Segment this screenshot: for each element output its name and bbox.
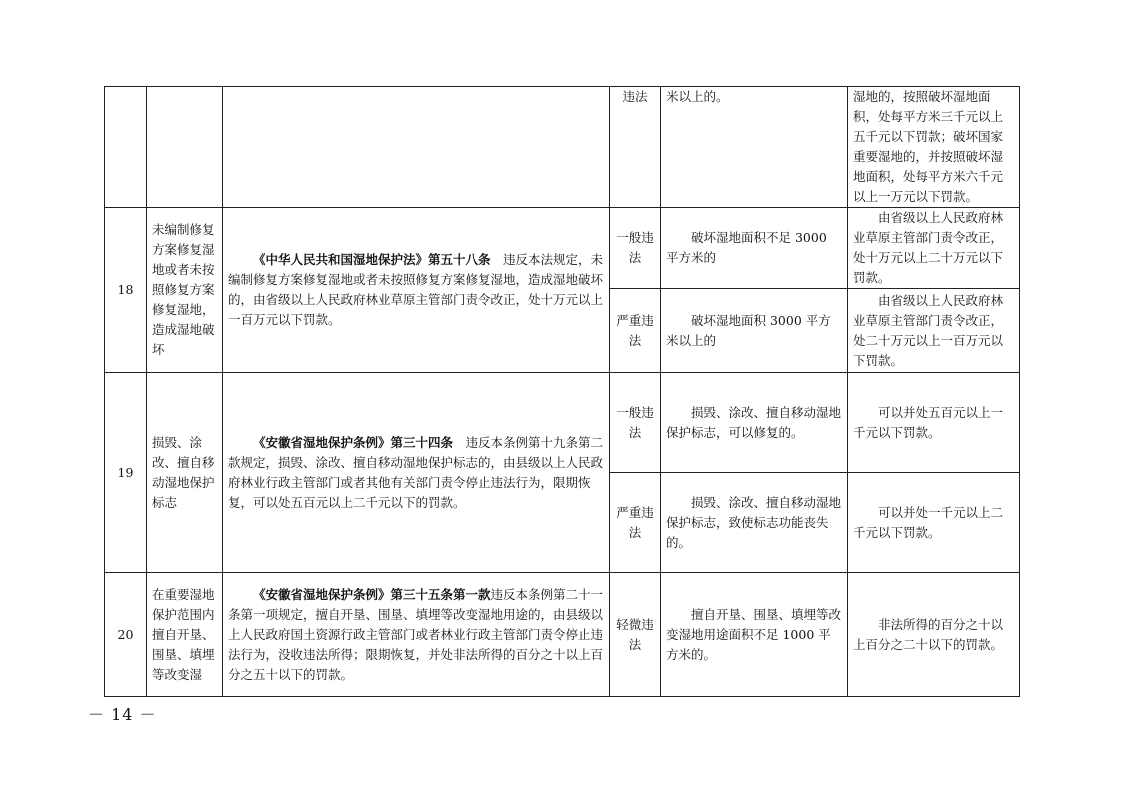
- violation-level: 一般违法: [610, 373, 661, 473]
- violation-level: 严重违法: [610, 289, 661, 373]
- circumstance-cell: 损毁、涂改、擅自移动湿地保护标志，致使标志功能丧失的。: [661, 473, 848, 573]
- circumstance-cell: 破坏湿地面积 3000 平方米以上的: [661, 289, 848, 373]
- row-number: 20: [105, 573, 147, 697]
- table-row: [105, 87, 1020, 208]
- violation-level: 轻微违法: [610, 573, 661, 697]
- legal-basis-text: 违反本法规定，未编制修复方案修复湿地或者未按照修复方案修复湿地，造成湿地破坏的，由省级以上人民政府林业草原主管部门责令改正，处十万元以上一百万元以下罚款。: [228, 252, 604, 327]
- legal-basis-cell: [223, 373, 610, 573]
- legal-basis-law: 《安徽省湿地保护条例》第三十四条: [253, 434, 454, 450]
- row-number: [105, 87, 147, 208]
- table-row: [105, 373, 1020, 473]
- legal-basis-cell: [223, 208, 610, 373]
- row-number: 18: [105, 208, 147, 373]
- violation-cell: 未编制修复方案修复湿地或者未按照修复方案修复湿地，造成湿地破坏: [147, 208, 223, 373]
- penalty-cell: 可以并处五百元以上一千元以下罚款。: [848, 373, 1020, 473]
- table-row: [105, 208, 1020, 289]
- legal-basis-law: 《安徽省湿地保护条例》第三十五条第一款: [253, 586, 491, 602]
- legal-basis-text: 违反本条例第二十一条第一项规定，擅自开垦、围垦、填埋等改变湿地用途的，由县级以上人民政府国土资源行政主管部门或者林业行政主管部门责令停止违法行为，没收违法所得；限期恢复，并处非法所得的百分之十以上百分之五十以下的罚款。: [228, 586, 604, 682]
- penalty-cell: 由省级以上人民政府林业草原主管部门责令改正，处十万元以上二十万元以下罚款。: [848, 208, 1020, 289]
- penalty-cell: 湿地的，按照破坏湿地面积，处每平方米三千元以上五千元以下罚款；破坏国家重要湿地的，并按照破坏湿地面积，处每平方米六千元以上一万元以下罚款。: [848, 87, 1020, 208]
- violation-level: 严重违法: [610, 473, 661, 573]
- circumstance-cell: 损毁、涂改、擅自移动湿地保护标志，可以修复的。: [661, 373, 848, 473]
- penalty-table: [104, 86, 1020, 697]
- violation-cell: [147, 87, 223, 208]
- circumstance-cell: 破坏湿地面积不足 3000 平方米的: [661, 208, 848, 289]
- penalty-cell: 可以并处一千元以上二千元以下罚款。: [848, 473, 1020, 573]
- violation-level: 违法: [610, 87, 661, 208]
- legal-basis-cell: [223, 87, 610, 208]
- violation-cell: 损毁、涂改、擅自移动湿地保护标志: [147, 373, 223, 573]
- legal-basis-law: 《中华人民共和国湿地保护法》第五十八条: [253, 252, 491, 267]
- violation-level: 一般违法: [610, 208, 661, 289]
- page-number: － 14 －: [88, 705, 157, 724]
- circumstance-cell: 米以上的。: [661, 87, 848, 208]
- table-row: [105, 573, 1020, 697]
- legal-basis-text: 违反本条例第十九条第二款规定，损毁、涂改、擅自移动湿地保护标志的，由县级以上人民政府林业行政主管部门或者其他有关部门责令停止违法行为，限期恢复，可以处五百元以上二千元以下的罚款。: [228, 434, 604, 510]
- row-number: 19: [105, 373, 147, 573]
- legal-basis-cell: [223, 573, 610, 697]
- circumstance-cell: 擅自开垦、围垦、填埋等改变湿地用途面积不足 1000 平方米的。: [661, 573, 848, 697]
- violation-cell: 在重要湿地保护范围内擅自开垦、围垦、填埋等改变湿: [147, 573, 223, 697]
- penalty-cell: 非法所得的百分之十以上百分之二十以下的罚款。: [848, 573, 1020, 697]
- penalty-cell: 由省级以上人民政府林业草原主管部门责令改正，处二十万元以上一百万元以下罚款。: [848, 289, 1020, 373]
